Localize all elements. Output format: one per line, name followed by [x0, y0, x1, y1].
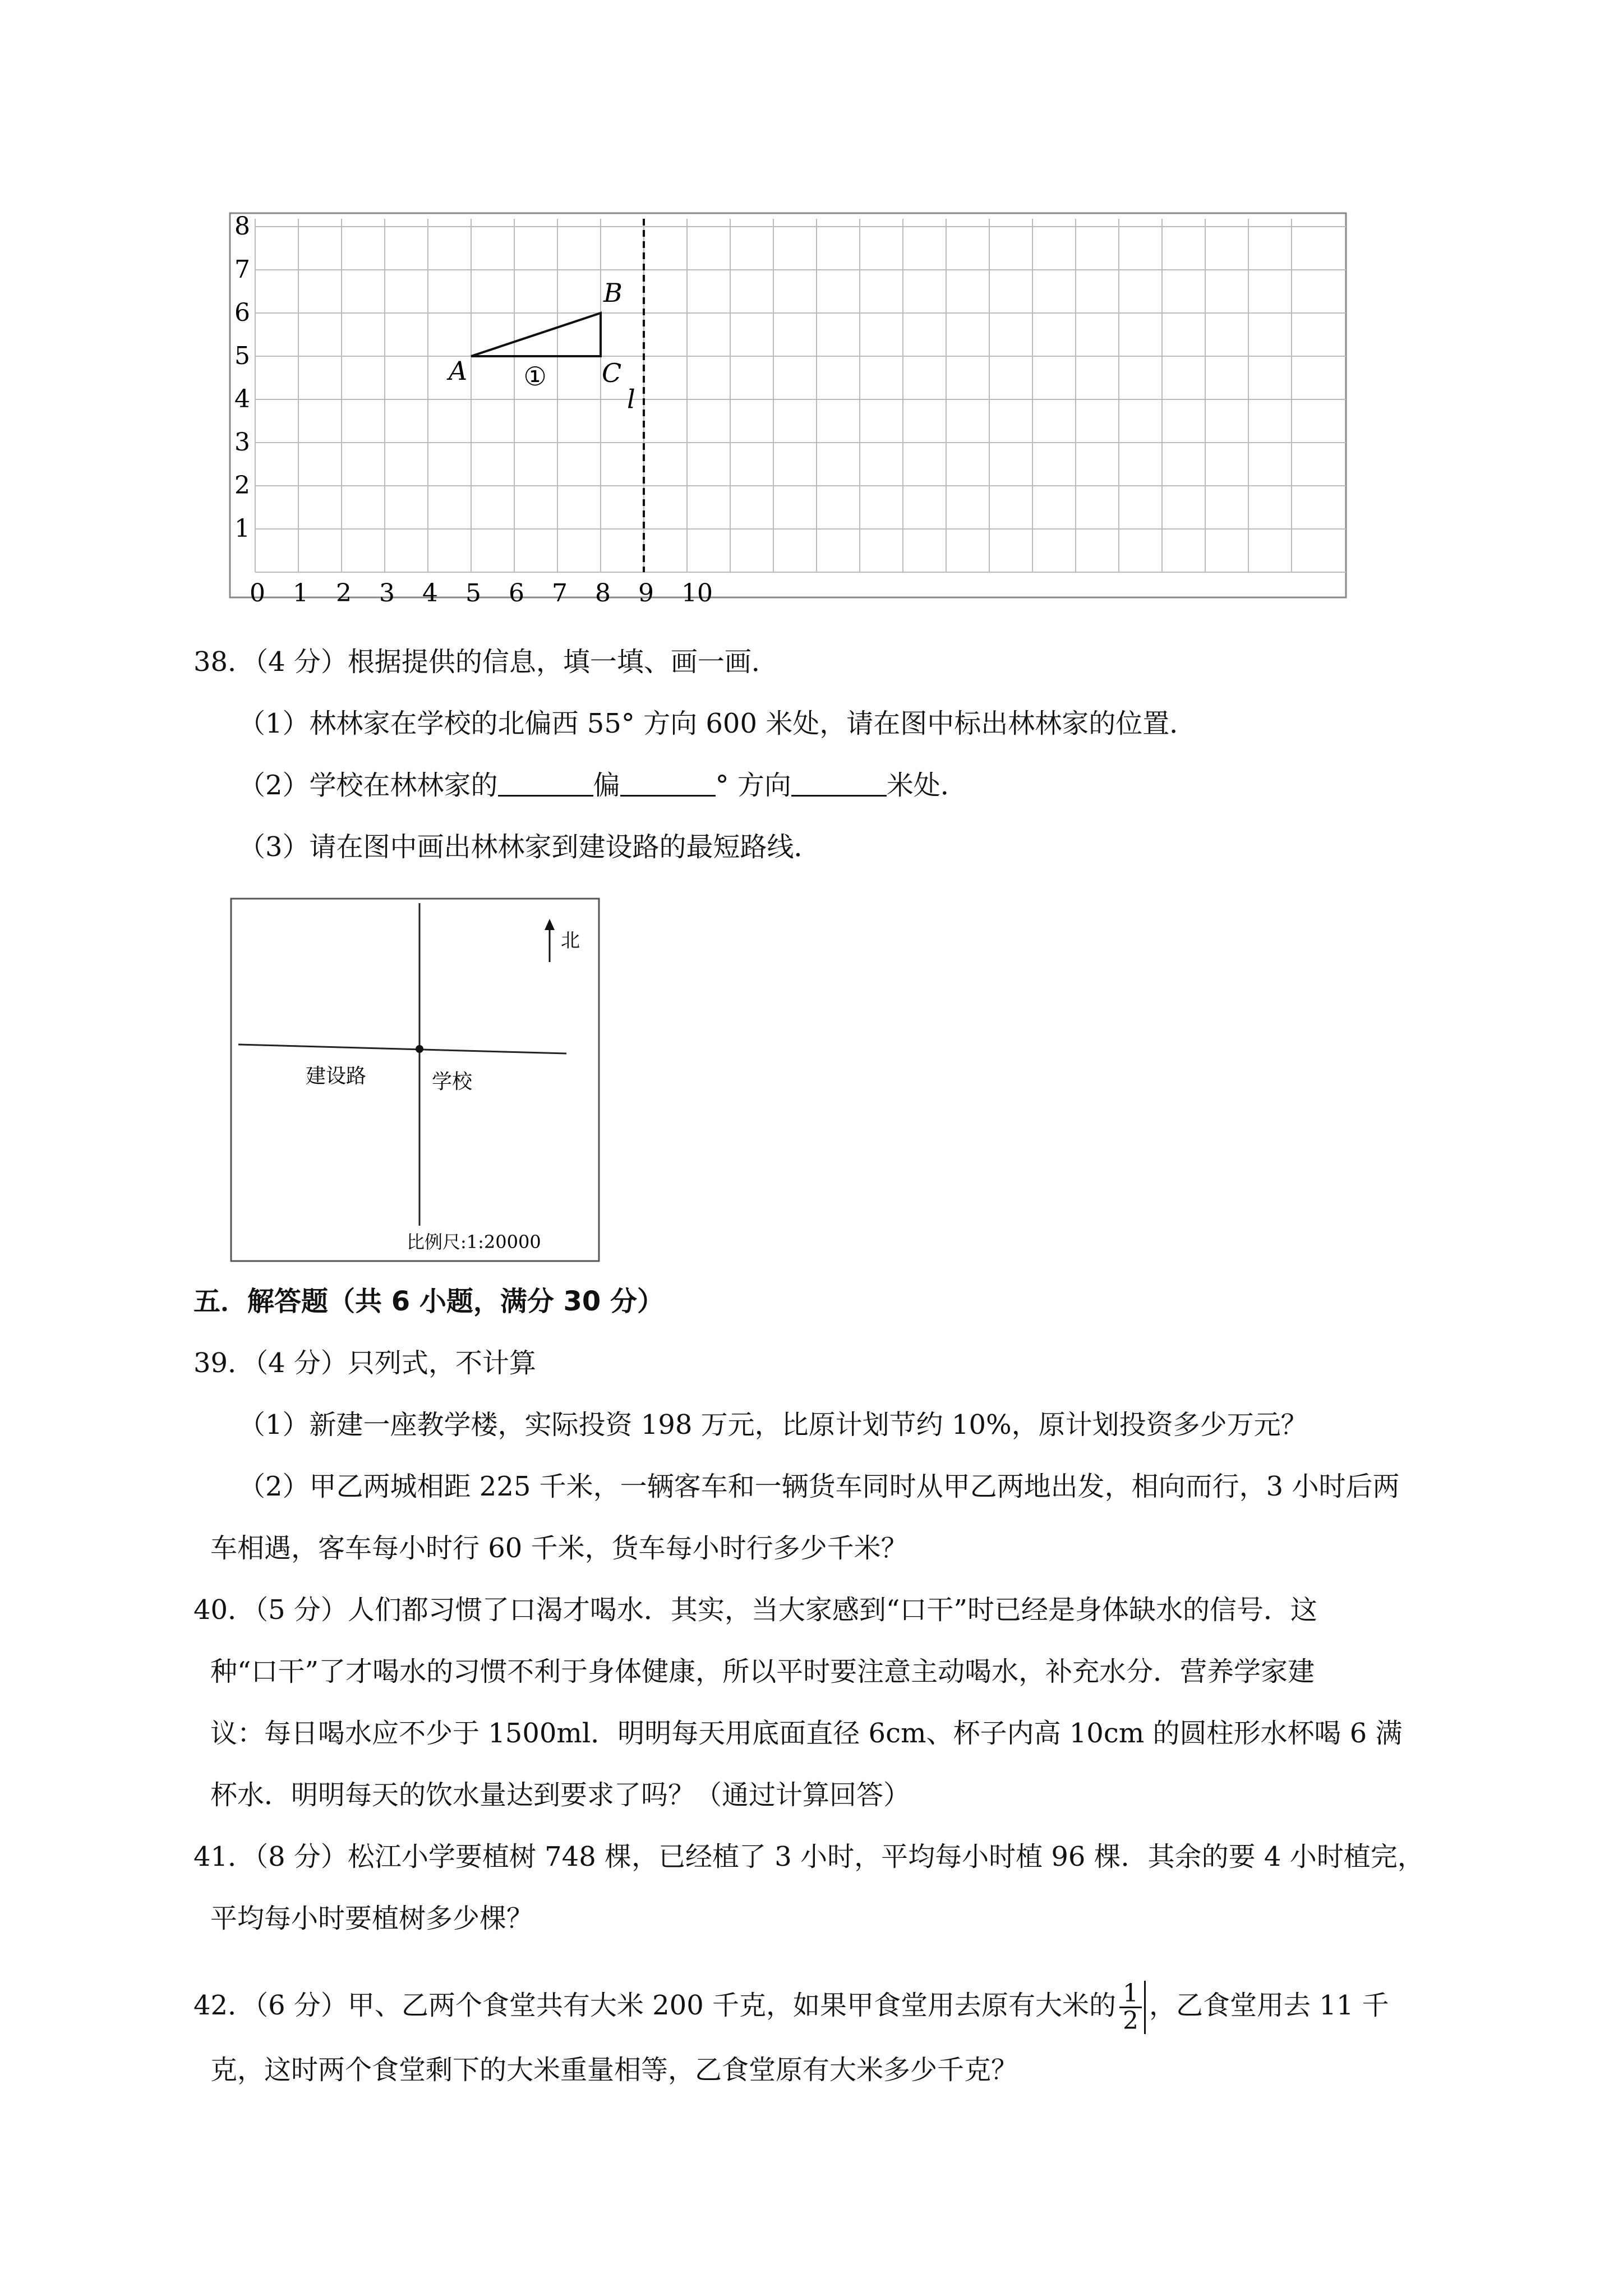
section5-heading: 五．解答题（共 6 小题，满分 30 分）: [193, 1286, 665, 1317]
q41-line1: 41．（8 分）松江小学要植树 748 棵，已经植了 3 小时，平均每小时植 96 棵．其余的要 4 小时植完，: [193, 1841, 1424, 1872]
x-tick-label: 0: [250, 579, 265, 608]
line-l-label: l: [627, 384, 635, 415]
x-tick-label: 1: [293, 579, 308, 608]
fraction-one-half: [1119, 1981, 1146, 2034]
point-a-label: A: [449, 356, 468, 386]
x-tick-label: 2: [336, 579, 352, 608]
q40-line2: 种“口干”了才喝水的习惯不利于身体健康，所以平时要注意主动喝水，补充水分．营养学家建: [210, 1656, 1315, 1687]
y-tick-label: 4: [234, 385, 250, 413]
q39-stem: 39．（4 分）只列式，不计算: [193, 1347, 536, 1379]
map-border: [231, 899, 599, 1261]
road-label: 建设路: [306, 1065, 367, 1088]
map-figure: [230, 898, 600, 1262]
y-tick-label: 3: [234, 428, 250, 457]
y-tick-label: 5: [234, 342, 250, 370]
y-tick-label: 8: [234, 212, 250, 241]
q38-sub2-text-d: 米处．: [886, 770, 967, 801]
school-label: 学校: [432, 1070, 473, 1093]
x-tick-label: 3: [379, 579, 395, 608]
x-tick-label: 4: [422, 579, 438, 608]
distance-blank[interactable]: [791, 770, 887, 797]
point-b-label: B: [603, 278, 623, 308]
q39-sub2-line1: （2）甲乙两城相距 225 千米，一辆客车和一辆货车同时从甲乙两地出发，相向而行，3 小时后两: [238, 1471, 1400, 1502]
north-label: 北: [561, 930, 580, 952]
fraction-denominator: 2: [1123, 2007, 1139, 2035]
school-point: [416, 1045, 423, 1053]
y-tick-label: 1: [234, 514, 250, 543]
y-tick-label: 2: [234, 471, 250, 500]
coordinate-grid-figure: [224, 208, 1357, 611]
x-tick-label: 5: [465, 579, 481, 608]
fraction-numerator: 1: [1119, 1981, 1142, 2008]
q38-sub1: （1）林林家在学校的北偏西 55° 方向 600 米处，请在图中标出林林家的位置．: [238, 708, 1197, 739]
direction-blank-1[interactable]: [498, 770, 593, 797]
q42-text-a: 42．（6 分）甲、乙两个食堂共有大米 200 千克，如果甲食堂用去原有大米的: [193, 1990, 1117, 2021]
x-tick-label: 10: [681, 579, 713, 608]
q40-line3: 议：每日喝水应不少于 1500ml．明明每天用底面直径 6cm、杯子内高 10cm 的圆柱形水杯喝 6 满: [210, 1718, 1403, 1749]
angle-blank[interactable]: [620, 770, 716, 797]
q38-sub2-text-b: 偏: [593, 770, 620, 801]
triangle-abc: [471, 313, 601, 356]
q38-sub2: [238, 769, 967, 802]
x-tick-label: 8: [595, 579, 611, 608]
q40-line1: 40．（5 分）人们都习惯了口渴才喝水．其实，当大家感到“口干”时已经是身体缺水的信号．这: [193, 1594, 1317, 1626]
q42-text-b: ，乙食堂用去 11 千: [1149, 1990, 1389, 2021]
q40-line4: 杯水．明明每天的饮水量达到要求了吗？（通过计算回答）: [210, 1779, 911, 1811]
x-tick-label: 7: [552, 579, 568, 608]
scale-label: 比例尺:1:20000: [407, 1231, 541, 1253]
q41-line2: 平均每小时要植树多少棵？: [210, 1903, 534, 1934]
grid-lines: [230, 213, 1346, 597]
q38-sub2-text-a: （2）学校在林林家的: [238, 770, 498, 801]
grid-axis-labels: [234, 212, 713, 608]
point-c-label: C: [602, 358, 622, 388]
x-tick-label: 9: [638, 579, 654, 608]
shape-number-label: ①: [523, 361, 547, 392]
q42-line2: 克，这时两个食堂剩下的大米重量相等，乙食堂原有大米多少千克？: [210, 2054, 1018, 2086]
grid-frame: [230, 213, 1346, 597]
q39-sub1: （1）新建一座教学楼，实际投资 198 万元，比原计划节约 10%，原计划投资多少万元？: [238, 1409, 1308, 1441]
q38-stem: 38．（4 分）根据提供的信息，填一填、画一画．: [193, 646, 778, 678]
q38-sub2-text-c: ° 方向: [715, 770, 791, 801]
y-tick-label: 6: [234, 298, 250, 327]
q42-line1: [193, 1975, 1389, 2036]
y-tick-label: 7: [234, 255, 250, 284]
q39-sub2-line2: 车相遇，客车每小时行 60 千米，货车每小时行多少千米？: [210, 1533, 908, 1564]
x-tick-label: 6: [509, 579, 524, 608]
q38-sub3: （3）请在图中画出林林家到建设路的最短路线．: [238, 831, 821, 863]
